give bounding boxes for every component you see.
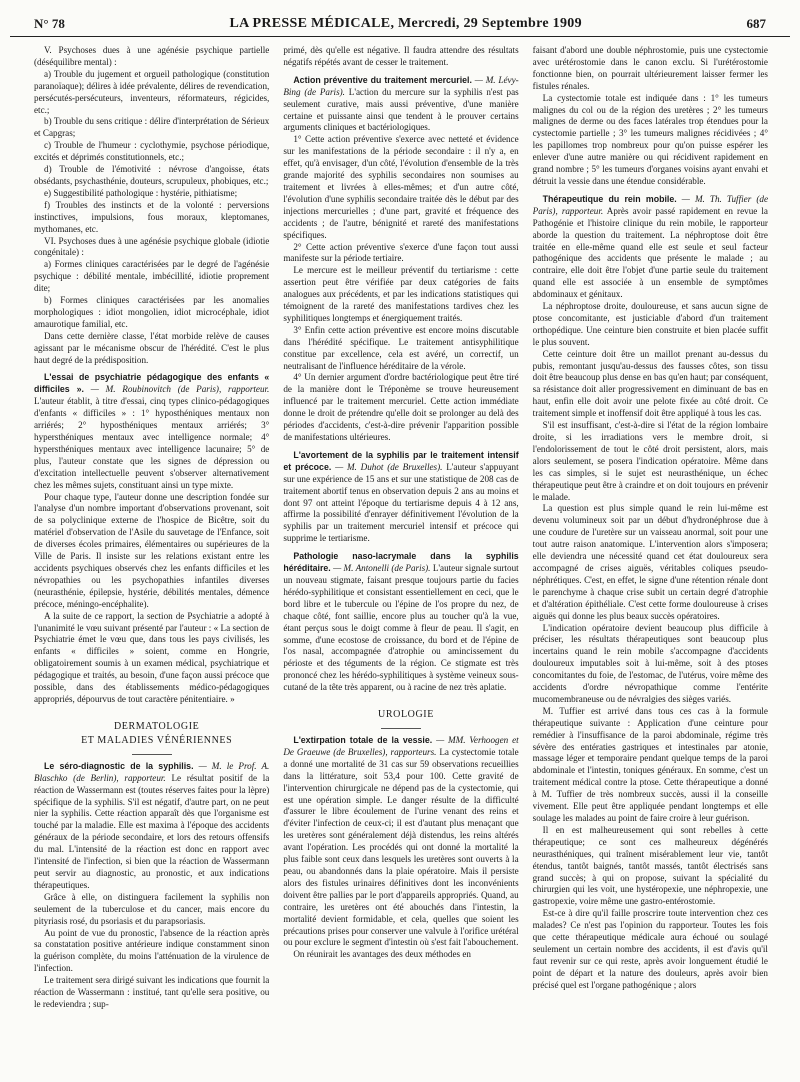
- article-body: La cystectomie totale a donné une mortalité de 31 cas sur 59 observations recueillies dans la littérature, soit 53,4 pour 100. Cette gravité de l'intervention chirurgicale ne dépend pas de la cystectomie, qui est une opération simple. Le danger résulte de la difficulté d'assurer le libre écoulement de l'urine venant des reins et d'éviter l'infection de ceux-ci; il est d'autant plus menaçant que les uretères sont généralement déjà distendus, les reins altérés avant l'opération. Les procédés qui ont donné la mortalité la plus faible sont ceux dans lesquels les uretères sont ouverts à la peau, ou abandonnés dans la plaie opératoire. Mais il persiste alors des fistules urinaires définitives dont les inconvénients doivent être pallies par le port d'appareils appropriés. Quand, au contraire, les uretères ont été abouchés dans l'intestin, la mortalité devient formidable, et cela, quelles que soient les précautions prises pour conserver une valvule à l'orifice urétéral ou pour exclure le segment d'intestin où s'est fait l'abouchement.: [283, 746, 519, 948]
- article-heading: Thérapeutique du rein mobile.: [542, 193, 677, 204]
- paragraph: Le traitement sera dirigé suivant les indications que fournit la réaction de Wassermann : institué, tant qu'elle sera positive, ou le redeviendra ; sup-: [34, 975, 270, 1009]
- text-columns: [10, 37, 790, 1077]
- column-3: [533, 45, 768, 1077]
- paragraph: La question est plus simple quand le rein lui-même est devenu volumineux soit par un début d'hydronéphrose due à une coudure de l'uretère sur un vaisseau anormal, soit pour une tout autre raison anatomique. L'intervention alors s'imposera; elle deviendra une nécessité quand cet état douloureux sera accompagné de crises aiguës, véritables coliques pseudo-néphrétiques. C'est, en effet, le signe d'une rétention rénale dont le parenchyme à chaque crise subit un certain degré d'atrophie et d'altération épithéliale. C'est cette forme douloureuse à crises aiguës qui donne les plus beaux succès opératoires.: [532, 503, 768, 621]
- paragraph: L'indication opératoire devient beaucoup plus difficile à préciser, les résultats thérapeutiques sont beaucoup plus incertains quand le rein mobile s'accompagne d'accidents douloureux imputables soit à lui-même, soit à des ptoses concomitantes du foie, de l'estomac, de l'utérus, voire même des accidents d'ordre névropathique comme l'entérite mucomembraneuse ou de névralgies des sièges variés.: [532, 622, 768, 704]
- paragraph: faisant d'abord une double néphrostomie, puis une cystectomie avec urétérostomie dans le canon exclu. Si l'urétérostomie fonctionne bien, on pourrait ultérieurement laisser fermer les fistules rénales.: [532, 45, 768, 91]
- article-heading: Action préventive du traitement mercuriel.: [293, 74, 472, 85]
- article-vessie: [283, 735, 518, 949]
- classification-v-c: c) Trouble de l'humeur : cyclothymie, psychose périodique, excités et déprimés constitutionnels, etc.;: [34, 140, 270, 163]
- column-1: [34, 45, 269, 1077]
- article-author: — M. Antonelli (de Paris).: [333, 563, 431, 574]
- paragraph: S'il est insuffisant, c'est-à-dire si l'état de la région lombaire droite, si les irradiations vers le membre droit, si l'endolorissement de tout le côté droit persistent, alors, mais alors seulement, se posera l'indication opératoire. Même dans les cas simples, si le sujet est neurasthénique, un échec thérapeutique peut être à craindre et on doit toujours en prévenir le malade.: [532, 420, 768, 502]
- article-avortement: [283, 450, 518, 545]
- article-body: L'auteur s'appuyant sur une expérience de 15 ans et sur une statistique de 208 cas de traitement abortif tenus en observation depuis 2 ans au moins et dont 97 ont atteint l'époque du tertiarisme depuis 4 à 12 ans, affirme la possibilité d'enrayer définitivement l'évolution de la syphilis par un traitement mercuriel intensif et précoce qui supprime le tertiarisme.: [283, 461, 519, 544]
- page-number: 687: [746, 16, 766, 31]
- paragraph: primé, dès qu'elle est négative. Il faudra attendre des résultats négatifs répétés avant de cesser le traitement.: [283, 45, 519, 67]
- classification-vi-title: VI. Psychoses dues à une agénésie psychique globale (idiotie congénitale) :: [34, 235, 270, 258]
- classification-v-title: V. Psychoses dues à une agénésie psychique partielle (déséquilibre mental) :: [34, 45, 270, 67]
- article-heading: Le séro-diagnostic de la syphilis.: [44, 760, 194, 771]
- classification-v-f: f) Troubles des instincts et de la volonté : perversions instinctives, impulsions, fous moraux, kleptomanes, mythomanes, etc.: [34, 199, 270, 234]
- classification-v-a: a) Trouble du jugement et orgueil pathologique (constitution paranoïaque); délires à idée prévalente, délires de revendication, persécutés-persécuteurs, inventeurs, réformateurs, régicides, etc.;: [34, 68, 270, 115]
- page-header: [10, 0, 790, 37]
- issue-number: N° 78: [34, 16, 65, 31]
- paragraph: Au point de vue du pronostic, l'absence de la réaction après sa constatation positive antérieure indique constamment sinon la guérison complète, du moins l'atténuation de la virulence de l'infection.: [34, 927, 270, 974]
- article-body: L'action du mercure sur la syphilis n'est pas seulement curative, mais aussi préventive, d'une manière certaine et puissante ainsi que tendent à le prouver certains arguments cliniques et bactériologiques.: [283, 86, 519, 133]
- paragraph: Le mercure est le meilleur préventif du tertiarisme : cette assertion peut être vérifiée par deux catégories de faits analogues aux précédents, et par les indications statistiques qui témoignent de la rareté des manifestations tardives chez les syphilitiques longtemps et énergiquement traités.: [283, 265, 519, 323]
- section-divider: [381, 728, 421, 729]
- classification-vi-b: b) Formes cliniques caractérisées par les anomalies morphologiques : idiot mongolien, idiot microcéphale, idiot amaurotique familial, etc.: [34, 295, 270, 329]
- paragraph: Dans cette dernière classe, l'état morbide relève de causes agissant par le mécanisme obscur de l'hérédité. C'est le plus haut degré de la prédisposition.: [34, 330, 270, 365]
- classification-vi-a: a) Formes cliniques caractérisées par le degré de l'agénésie psychique : débilité mentale, imbécillité, idiotie proprement dite;: [34, 259, 270, 294]
- article-author: — M. le Prof. A. Blaschko (de Berlin), rapporteur.: [34, 760, 270, 783]
- article-heading: L'extirpation totale de la vessie.: [293, 735, 433, 746]
- paragraph: La cystectomie totale est indiquée dans : 1° les tumeurs malignes du col ou de la région des uretères ; 2° les tumeurs malignes de derme ou des faces latérales trop étendues pour la cystectomie partielle ; 3° les tumeurs malignes récidivées ; 4° les papillomes trop nombreux pour qu'on puisse espérer les enlever d'une autre manière ou qui récidivent rapidement en grand nombre ; 5° les tumeurs d'organes voisins ayant envahi et détruit la vessie dans une étendue considérable.: [532, 92, 768, 186]
- paragraph: M. Tuffier est arrivé dans tous ces cas à la formule thérapeutique suivante : Application d'une ceinture pour remédier à l'insuffisance de la paroi abdominale, régime très sévère des entératies gastriques et intestinales par atonie, massage léger et temporaire pendant quelque temps de la paroi abdominale et l'intestin, toniques généraux. En somme, c'est un traitement médical contre la ptose. Cette thérapeutique a donné à M. Tuffier de très nombreux succès, aussi il la conseille vivement. Elle peut être appliquée pendant longtemps et elle soulage les malades au point de faire croire à leur guérison.: [532, 705, 768, 823]
- paragraph: Il en est malheureusement qui sont rebelles à cette thérapeutique; ce sont ces malheureux dégénérés neurasthéniques, qui traînent misérablement leur vie, tantôt étendus, tantôt baignés, tantôt massés, tantôt électrisés sans grand succès; à qui on propose, suivant la spécialité du chirurgien qui les voit, une hystéropexie, une néphropexie, une gastropexie, voire même une gastro-entérostomie.: [532, 824, 768, 907]
- article-rein-mobile: [533, 194, 768, 301]
- section-subtitle: ET MALADIES VÉNÉRIENNES: [81, 734, 233, 746]
- classification-v-b: b) Trouble du sens critique : délire d'interprétation de Sérieux et Capgras;: [34, 116, 270, 139]
- article-body: Le résultat positif de la réaction de Wassermann est (toutes réserves faites pour la lèpre) spécifique de la syphilis. S'il est négatif, d'autre part, on ne peut nier la syphilis. Cette réaction apparaît dès que l'organisme est touché par la maladie. Elle est maxima à l'époque des accidents généraux de la période secondaire, et lors des retours offensifs du mal. L'intensité de la réaction est donc en rapport avec l'intensité de l'infection, si bien que la réaction de Wassermann peut servir au diagnostic, au pronostic, et aux indications thérapeutiques.: [34, 772, 270, 890]
- article-heading: Pathologie naso-lacrymale dans la syphilis héréditaire.: [283, 551, 519, 574]
- classification-v-d: d) Trouble de l'émotivité : névrose d'angoisse, états obsédants, psychasthénie, douteurs, scrupuleux, phobiques, etc.;: [34, 164, 270, 186]
- article-body: L'auteur signale surtout un nouveau stigmate, faisant presque toujours partie du facies hérédo-syphilitique et consistant essentiellement en ceci, que le bord libre et le tubercule ou l'épine de l'os propre du nez, de chaque côté, font saillie, encore plus au toucher qu'à la vue, étant perçus sous le doigt comme à fleur de peau. Il s'agit, en somme, d'une ecostose de croissance, du bord et de l'épine de l'os nasal, accompagnée d'atrophie ou amincissement du périoste et des téguments de la région. Ce stigmate est très prononcé chez les hérédo-syphilitiques à système veineux sous-cutané de la tête très apparent, ou à racine de nez très aplatie.: [283, 563, 519, 693]
- section-divider: [132, 754, 172, 755]
- section-title-urologie: UROLOGIE: [378, 709, 434, 721]
- column-2: [283, 45, 518, 1077]
- classification-v-e: e) Suggestibilité pathologique : hystérie, pithiatisme;: [44, 187, 238, 198]
- article-author: — M. Roubinovitch (de Paris), rapporteur.: [90, 384, 270, 395]
- paragraph: 4° Un dernier argument d'ordre bactériologique peut être tiré de la manière dont le Tréponème se trouve heureusement influencé par le traitement mercuriel. Cette action immédiate donne le droit de prétendre qu'elle doit se prolonger au delà des périodes d'accidents, c'est-à-dire prévenir l'apparition possible de manifestations ultérieures.: [283, 372, 519, 442]
- article-author: — M. Lévy-Bing (de Paris).: [283, 74, 519, 97]
- article-author: — MM. Verhoogen et De Graeuwe (de Bruxelles), rapporteurs.: [283, 735, 519, 757]
- journal-title: LA PRESSE MÉDICALE, Mercredi, 29 Septembre 1909: [229, 16, 582, 31]
- paragraph: La néphroptose droite, douloureuse, et sans aucun signe de ptose concomitante, est justiciable d'abord d'un traitement orthopédique. Une ceinture bien construite et bien placée suffit le plus souvent.: [532, 301, 768, 347]
- paragraph: 3° Enfin cette action préventive est encore moins discutable dans l'hérédité spécifique. Le traitement antisyphilitique constitue par excellence, cela est avéré, un correctif, un neutralisant de l'influence héréditaire de la vérole.: [283, 324, 519, 371]
- paragraph: Grâce à elle, on distinguera facilement la syphilis non seulement de la tuberculose et du cancer, mais encore du pityriasis rosé, du psoriasis et du parapsoriasis.: [34, 891, 270, 926]
- article-essai: [34, 372, 269, 491]
- article-body: L'auteur établit, à titre d'essai, cinq types clinico-pédagogiques d'enfants « difficiles » : 1° hyposthéniques mentaux non arriérés; 2° hyposthéniques mentaux arriérés; 3° hypersthéniques mentaux avec intelligence normale; 4° hypersthéniques mentaux avec intelligence lacunaire; 5° de plus, l'auteur constate que les signes de dépression ou d'excitation intellectuelle peuvent s'observer alternativement chez les mêmes sujets, constituant ainsi un type mixte.: [34, 396, 270, 490]
- article-sero: [34, 761, 269, 892]
- section-title-dermatologie: DERMATOLOGIE: [113, 720, 200, 732]
- article-mercure: [283, 75, 518, 135]
- article-body: Après avoir passé rapidement en revue la Pathogénie et l'histoire clinique du rein mobile, le rapporteur aborde la question du traitement. La néphroptose doit être traitée en elle-même quand elle est seule et seul facteur pathogénique des accidents que présente le malade ; au contraire, elle doit être l'objet d'une partie seule du traitement quand elle est associée à un ensemble de symptômes abdominaux et génitaux.: [532, 205, 768, 300]
- article-heading: L'essai de psychiatrie pédagogique des enfants « difficiles ».: [34, 372, 270, 395]
- paragraph: A la suite de ce rapport, la section de Psychiatrie a adopté à l'unanimité le vœu suivant présenté par l'auteur : « La section de Psychiatrie émet le vœu que, dans tous les pays civilisés, les enfants « difficiles » soient, comme en Hongrie, obligatoirement soumis à un examen médical, psychiatrique et pédagogique et traités, au besoin, d'une façon aussi précoce que possible, dans des établissements médico-pédagogiques appropriés, dépourvus de tout caractère pénitentiaire. »: [34, 610, 270, 704]
- paragraph: Pour chaque type, l'auteur donne une description fondée sur l'analyse d'un nombre important d'observations provenant, soit de sa polyclinique externe de l'hospice de Bicêtre, soit du matériel d'observation de l'Asile du sauvetage de l'Enfance, soit de diverses écoles primaires, élémentaires ou supérieures de la Ville de Paris. Il insiste sur les relations existant entre les accidents psychiques observés chez les enfants difficiles et les névropathies ou les psychopathies infantiles diverses (neurasthénie, épilepsie, hystérie, débilités mentales, démence précoce, méningo-encéphalite).: [34, 491, 270, 609]
- paragraph: On réunirait les avantages des deux méthodes en: [293, 949, 471, 960]
- paragraph: 1° Cette action préventive s'exerce avec netteté et évidence sur les manifestations de la période secondaire : il n'y a, en effet, qu'à envisager, d'un côté, l'évolution d'ensemble de la très grande majorité des syphilis secondaires non soumises au traitement et livrées à elles-mêmes; et d'un autre côté, l'évolution d'une syphilis secondaire traitée dès le début par des injections mercurielles ; d'une part, gravité et fréquence des accidents ; de l'autre, bénignité et rareté des manifestations spécifiques.: [283, 134, 519, 240]
- article-author: — M. Duhot (de Bruxelles).: [335, 461, 443, 472]
- article-author: — M. Th. Tuffier (de Paris), rapporteur.: [532, 193, 768, 216]
- paragraph: 2° Cette action préventive s'exerce d'une façon tout aussi manifeste sur la période tertiaire.: [283, 241, 519, 264]
- article-pathologie: [283, 551, 518, 694]
- paragraph: Est-ce à dire qu'il faille proscrire toute intervention chez ces malades? Ce n'est pas l'opinion du rapporteur. Toutes les fois que cette thérapeutique médicale aura échoué ou soulagé seulement un certain nombre des accidents, il est d'avis qu'il faut revenir sur ce qui reste, après avoir longuement étudié le point de départ et la nature des douleurs, après avoir bien précisé quel est l'organe pathogénique ; alors: [532, 908, 768, 990]
- paragraph: Cette ceinture doit être un maillot prenant au-dessus du pubis, remontant jusqu'au-dessus des fausses côtes, son tissu doit être beaucoup plus dense en bas qu'en haut; par conséquent, sa résistance doit aller progressivement en diminuant de bas en haut, enfin elle doit avoir une pelote fixée au côté droit. Ce traitement simple et inoffensif doit être appliqué à tous les cas.: [532, 348, 768, 419]
- article-heading: L'avortement de la syphilis par le traitement intensif et précoce.: [283, 449, 519, 472]
